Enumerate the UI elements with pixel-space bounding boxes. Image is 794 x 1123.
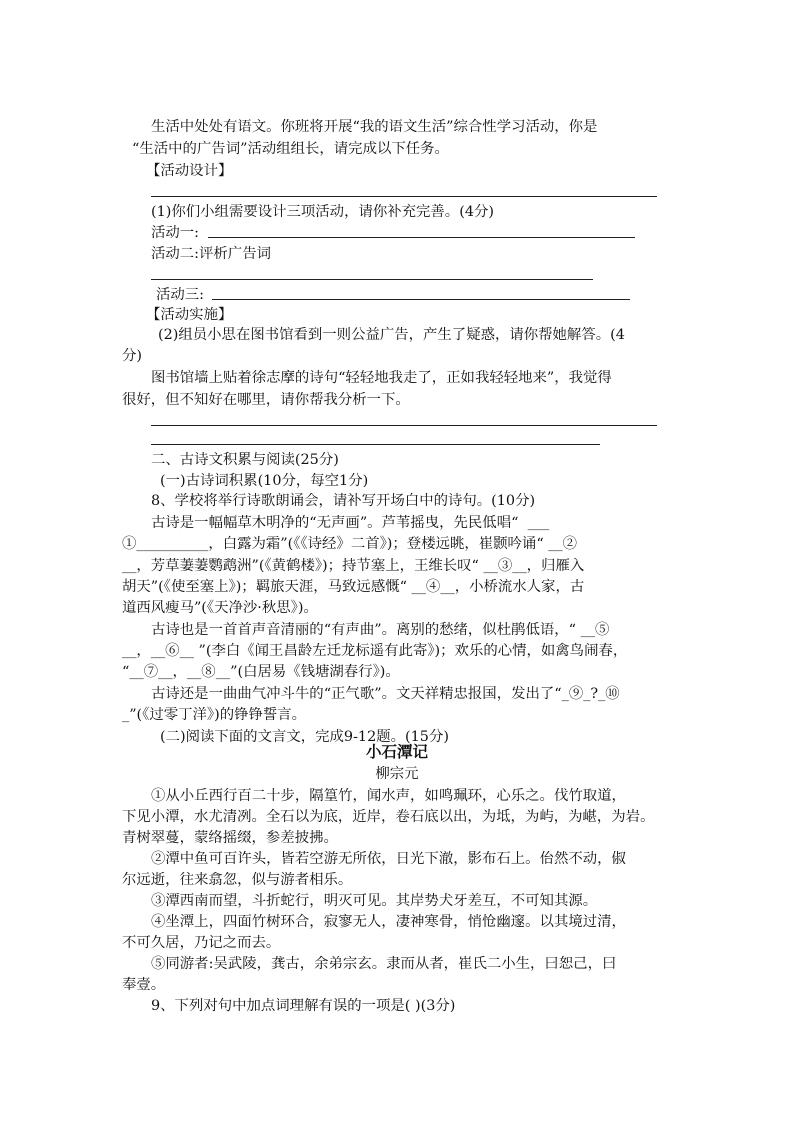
passage-p5-line-2: 奉壹。 [122, 977, 166, 993]
subsection-1-heading: (一)古诗词积累(10分，每空1分) [160, 473, 369, 489]
passage-p3-line-1: ③潭西南而望，斗折蛇行，明灭可见。其岸势犬牙差互，不可知其源。 [151, 893, 598, 909]
passage-p4-line-2: 不可久居，乃记之而去。 [122, 935, 281, 951]
para3-line-2: _”(《过零丁洋》)的铮铮誓言。 [122, 707, 307, 723]
section-2-heading: 二、古诗文积累与阅读(25分) [151, 452, 339, 468]
para2-line-2: __，__⑥__ ”(李白《闻王昌龄左迁龙标遥有此寄》)；欢乐的心情，如禽鸟闹春， [122, 643, 628, 659]
para1-line-3: __，芳草萋萋鹦鹉洲”(《黄鹤楼》)；持节塞上，王维长叹“ __③__，归雁入 [122, 558, 585, 574]
para1-line-4: 胡天”(《使至塞上》)；羁旅天涯，马致远感慨“ __④__，小桥流水人家，古 [122, 579, 585, 595]
question-2-line-1: (2)组员小思在图书馆看到一则公益广告，产生了疑惑，请你帮她解答。(4 [158, 327, 625, 343]
passage-p2-line-1: ②潭中鱼可百许头，皆若空游无所依，日光下澈，影布石上。佁然不动，俶 [151, 851, 626, 867]
question-9: 9、下列对句中加点词理解有误的一项是( )(3分) [151, 998, 456, 1014]
activity-3-label: 活动三: [156, 287, 205, 303]
subsection-2-heading: (二)阅读下面的文言文，完成9-12题。(15分) [160, 729, 449, 745]
passage-p4-line-1: ④坐潭上，四面竹树环合，寂寥无人，凄神寒骨，悄怆幽邃。以其境过清， [151, 914, 626, 930]
para1-line-1: 古诗是一幅幅草木明净的“无声画”。芦苇摇曳，先民低唱“ ___ [151, 515, 550, 531]
activity-3-answer-line[interactable] [212, 299, 630, 300]
question-2-text-line-2: 很好，但不知好在哪里，请你帮我分析一下。 [122, 392, 410, 408]
activity-2-answer-line[interactable] [151, 279, 593, 280]
q2-answer-line-1[interactable] [151, 425, 657, 426]
passage-author: 柳宗元 [375, 766, 419, 782]
para3-line-1: 古诗还是一曲曲气冲斗牛的“正气歌”。文天祥精忠报国，发出了“_⑨_?_⑩ [151, 686, 620, 702]
passage-p1-line-2: 下见小潭，水尤清冽。全石以为底，近岸，卷石底以出，为坻，为屿，为嵁，为岩。 [122, 809, 655, 825]
question-1: (1)你们小组需要设计三项活动，请你补充完善。(4分) [151, 204, 494, 220]
activity-1-answer-line[interactable] [208, 237, 635, 238]
question-2-line-2: 分) [122, 348, 143, 364]
para2-line-1: 古诗也是一首首声音清丽的“有声曲”。离别的愁绪，似杜鹃低语，“ __⑤ [151, 622, 610, 638]
passage-p2-line-2: 尔远逝，往来翕忽，似与游者相乐。 [122, 872, 353, 888]
activity-2-label: 活动二:评析广告词 [151, 246, 271, 262]
passage-p1-line-3: 青树翠蔓，蒙络摇缀，参差披拂。 [122, 830, 338, 846]
para1-line-5: 道西风瘦马”(《天净沙·秋思》)。 [122, 600, 318, 616]
passage-p5-line-1: ⑤同游者:吴武陵，龚古，余弟宗玄。隶而从者，崔氏二小生，曰恕己，曰 [151, 956, 617, 972]
passage-title: 小石潭记 [365, 742, 428, 761]
question-2-text-line-1: 图书馆墙上贴着徐志摩的诗句“轻轻地我走了，正如我轻轻地来”，我觉得 [151, 370, 612, 386]
intro-line-1: 生活中处处有语文。你班将开展“我的语文生活”综合性学习活动，你是 [151, 119, 598, 135]
divider-line [151, 196, 657, 197]
para2-line-3: “__⑦__，__⑧__”(白居易《钱塘湖春行》)。 [122, 664, 400, 680]
intro-line-2: “生活中的广告词”活动组组长，请完成以下任务。 [132, 141, 449, 157]
passage-p1-line-1: ①从小丘西行百二十步，隔篁竹，闻水声，如鸣珮环，心乐之。伐竹取道， [151, 788, 626, 804]
activity-design-heading: 【活动设计】 [146, 163, 233, 179]
activity-implement-heading: 【活动实施】 [146, 307, 233, 323]
q2-answer-line-2[interactable] [151, 444, 600, 445]
activity-1-label: 活动一: [151, 225, 200, 241]
para1-line-2: ①__________，白露为霜”(《《诗经》二首》)；登楼远眺，崔颢吟诵“ __② [122, 536, 578, 552]
question-8: 8、学校将举行诗歌朗诵会，请补写开场白中的诗句。(10分) [151, 493, 536, 509]
